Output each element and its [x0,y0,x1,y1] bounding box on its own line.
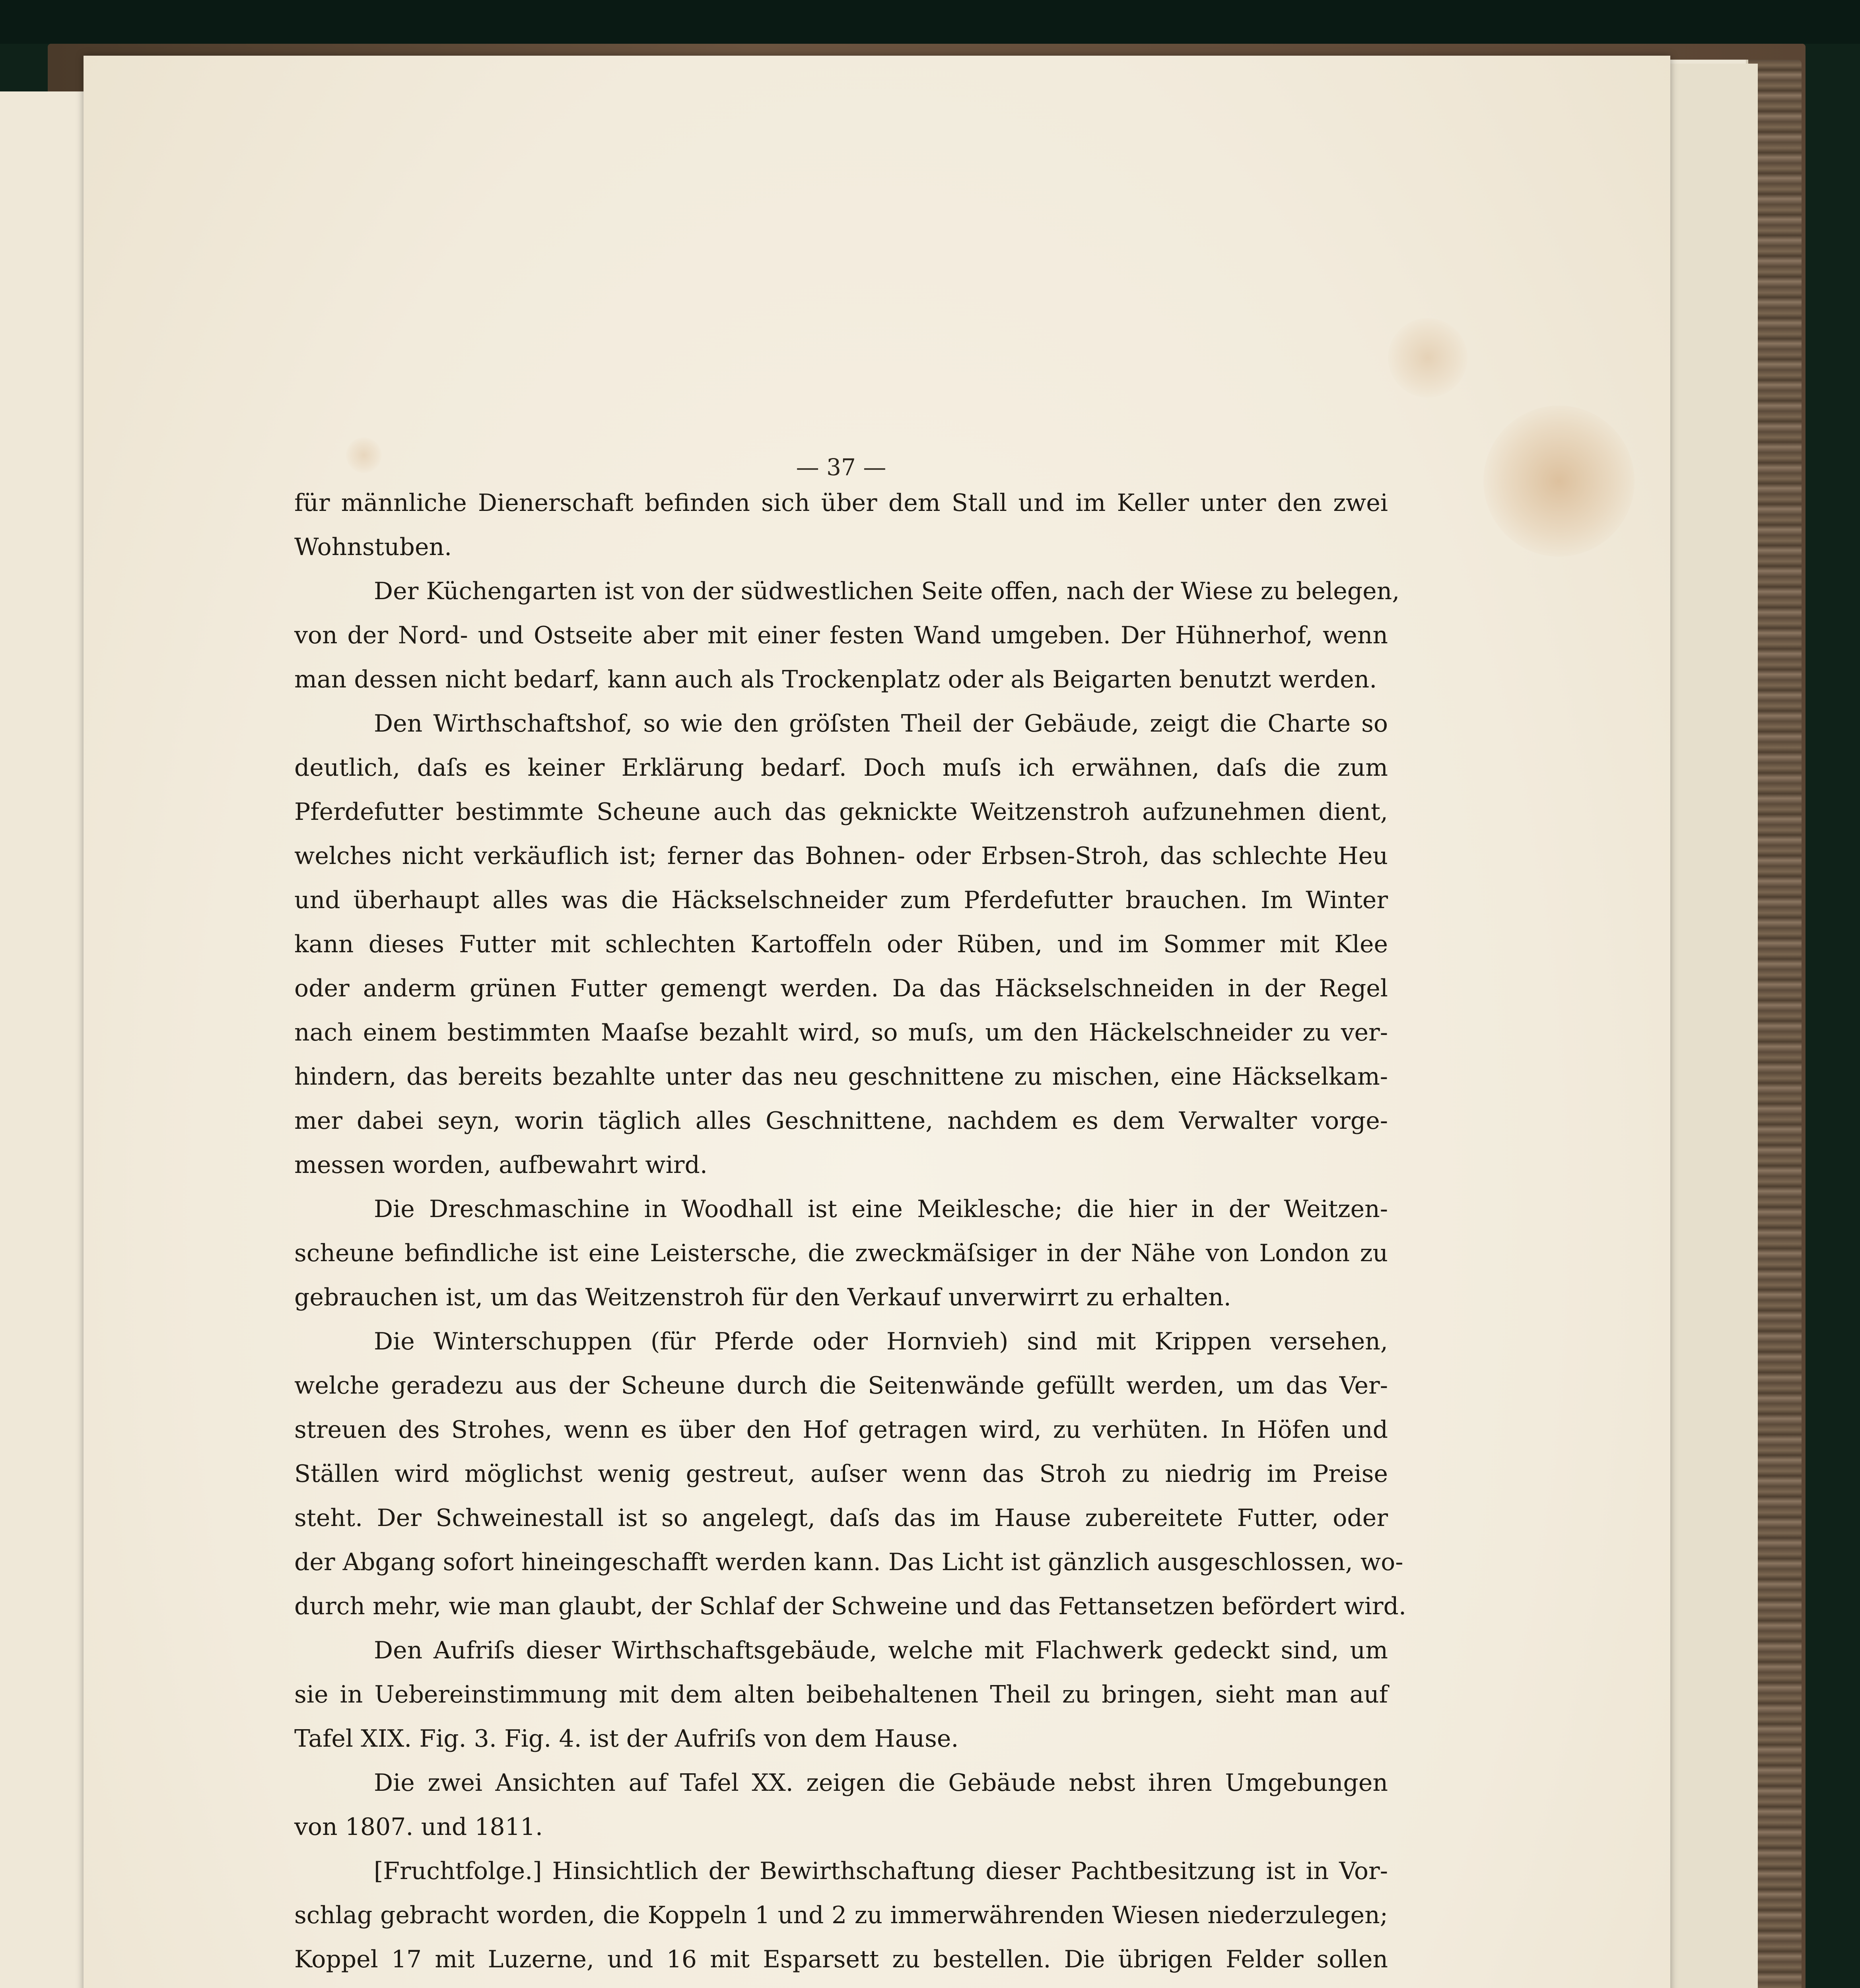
text-line: und überhaupt alles was die Häckselschneider zum Pferdefutter brauchen. Im Winter [294,886,1388,914]
text-line: von der Nord- und Ostseite aber mit einer festen Wand umgeben. Der Hühnerhof, wenn [294,621,1388,649]
left-facing-page [0,91,93,1988]
text-line: für männliche Dienerschaft befinden sich über dem Stall und im Keller unter den zwei [294,489,1388,517]
text-line [294,1982,1388,1988]
page-number-header: — 37 — [796,454,886,481]
text-line: Die zwei Ansichten auf Tafel XX. zeigen die Gebäude nebst ihren Umgebungen [374,1769,1388,1797]
text-line: Die Winterschuppen (für Pferde oder Hornvieh) sind mit Krippen versehen, [374,1328,1388,1355]
text-line: Den Wirthschaftshof, so wie den gröſsten Theil der Gebäude, zeigt die Charte so [374,710,1388,738]
text-line: hindern, das bereits bezahlte unter das neu geschnittene zu mischen, eine Häckselkam- [294,1063,1388,1091]
text-line: der Abgang sofort hineingeschafft werden kann. Das Licht ist gänzlich ausgeschlossen, wo- [294,1548,1403,1576]
page-text-block [294,454,1407,1988]
text-line: [Fruchtfolge.] Hinsichtlich der Bewirthschaftung dieser Pachtbesitzung ist in Vor- [374,1857,1388,1885]
text-line: sie in Uebereinstimmung mit dem alten beibehaltenen Theil zu bringen, sieht man auf [294,1681,1388,1708]
text-line: Tafel XIX. Fig. 3. Fig. 4. ist der Aufriſs von dem Hause. [294,1725,959,1753]
text-line: messen worden, aufbewahrt wird. [294,1151,707,1179]
text-line: scheune befindliche ist eine Leistersche, die zweckmäſsiger in der Nähe von London zu [294,1239,1388,1267]
text-line: mer dabei seyn, worin täglich alles Geschnittene, nachdem es dem Verwalter vorge- [294,1107,1388,1135]
text-line: deutlich, daſs es keiner Erklärung bedarf. Doch muſs ich erwähnen, daſs die zum [294,754,1388,782]
text-line: Pferdefutter bestimmte Scheune auch das geknickte Weitzenstroh aufzunehmen dient, [294,798,1388,826]
text-line: man dessen nicht bedarf, kann auch als Trockenplatz oder als Beigarten benutzt werden. [294,666,1377,693]
text-line: gebrauchen ist, um das Weitzenstroh für den Verkauf unverwirrt zu erhalten. [294,1283,1231,1311]
text-lines [294,481,1407,1988]
text-line: Wohnstuben. [294,533,452,561]
text-line: steht. Der Schweinestall ist so angelegt, daſs das im Hause zubereitete Futter, oder [294,1504,1388,1532]
text-line: Die Dreschmaschine in Woodhall ist eine Meiklesche; die hier in der Weitzen- [374,1195,1388,1223]
text-line: oder anderm grünen Futter gemengt werden. Da das Häckselschneiden in der Regel [294,975,1388,1002]
underlying-page-edge-2 [1662,64,1758,1988]
foxing-stain-small [1388,318,1467,398]
text-line: schlag gebracht worden, die Koppeln 1 und 2 zu immerwährenden Wiesen niederzulegen; [294,1901,1388,1929]
text-line: kann dieses Futter mit schlechten Kartoffeln oder Rüben, und im Sommer mit Klee [294,930,1388,958]
text-line: welche geradezu aus der Scheune durch die Seitenwände gefüllt werden, um das Ver- [294,1372,1388,1400]
text-line: Koppel 17 mit Luzerne, und 16 mit Esparsett zu bestellen. Die übrigen Felder sollen [294,1945,1388,1973]
text-line: Der Küchengarten ist von der südwestlichen Seite offen, nach der Wiese zu belegen, [374,577,1400,605]
book-page [84,56,1670,1988]
text-line: Ställen wird möglichst wenig gestreut, auſser wenn das Stroh zu niedrig im Preise [294,1460,1388,1488]
text-line: von 1807. und 1811. [294,1813,543,1841]
text-line: welches nicht verkäuflich ist; ferner das Bohnen- oder Erbsen-Stroh, das schlechte Heu [294,842,1388,870]
text-line: Den Aufriſs dieser Wirthschaftsgebäude, welche mit Flachwerk gedeckt sind, um [374,1637,1388,1664]
foxing-stain-large [1483,406,1635,557]
text-line: durch mehr, wie man glaubt, der Schlaf der Schweine und das Fettansetzen befördert wird. [294,1592,1407,1620]
scanner-top-strip [0,0,1860,44]
text-line: streuen des Strohes, wenn es über den Hof getragen wird, zu verhüten. In Höfen und [294,1416,1388,1444]
text-line: nach einem bestimmten Maaſse bezahlt wird, so muſs, um den Häckelschneider zu ver- [294,1019,1388,1046]
